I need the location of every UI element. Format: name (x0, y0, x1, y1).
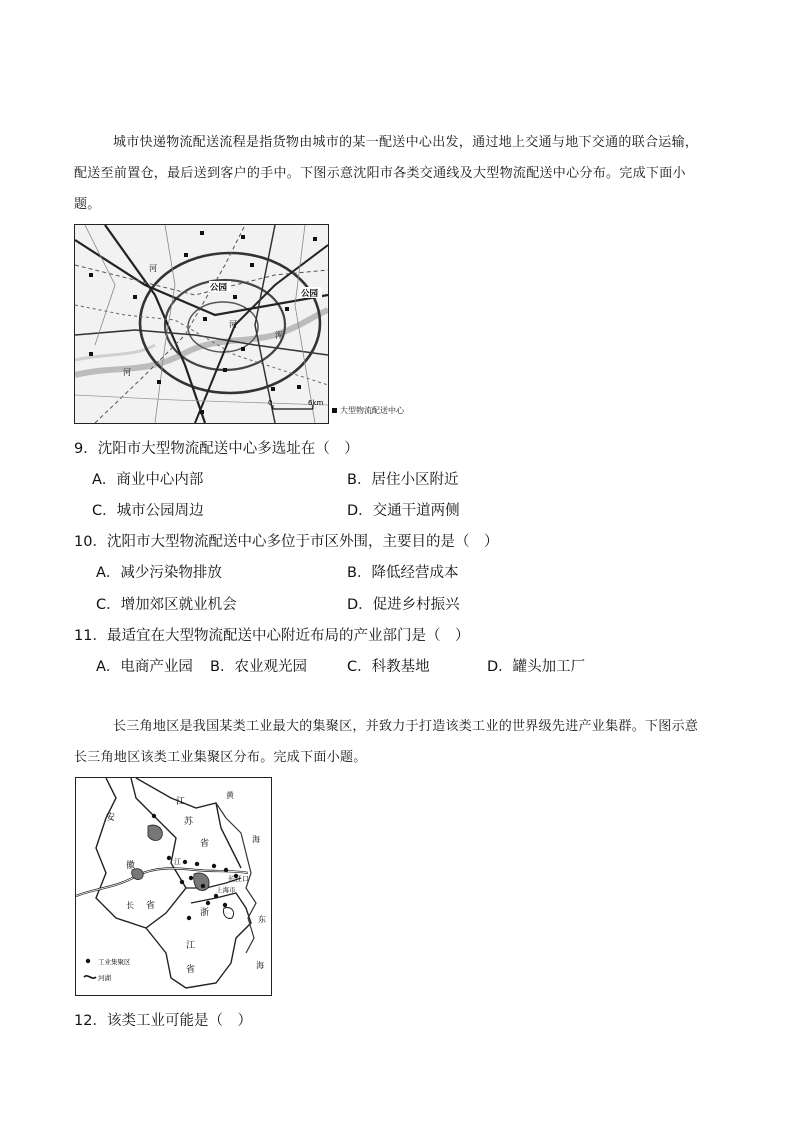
intro-paragraph-line-2: 配送至前置仓，最后送到客户的手中。下图示意沈阳市各类交通线及大型物流配送中心分布。完成下面小 (74, 166, 686, 181)
map-label-river-3: 河 (149, 264, 157, 273)
intro2-paragraph-line-2: 长三角地区该类工业集聚区分布。完成下面小题。 (74, 750, 367, 765)
map2-label-jiang-river: 江 (174, 858, 181, 866)
map2-label-hui: 徽 (126, 861, 136, 871)
question-9-stem: 9．沈阳市大型物流配送中心多选址在（ ） (74, 441, 359, 457)
question-11-option-d[interactable]: D．罐头加工厂 (487, 659, 586, 675)
map2-legend-cluster: 工业集聚区 (98, 958, 131, 966)
map2-label-sheng-3: 省 (186, 965, 196, 975)
map2-label-sheng-1: 省 (200, 839, 210, 849)
shenyang-transport-map (74, 224, 329, 424)
map2-legend-river-lake: 河湖 (98, 974, 111, 982)
map2-label-an: 安 (106, 813, 116, 823)
yangtze-delta-industry-map (75, 777, 272, 996)
question-9-option-a[interactable]: A．商业中心内部 (92, 472, 204, 488)
map2-label-dong: 东 (258, 915, 266, 924)
shenyang-map-graphic (75, 225, 328, 423)
map2-label-hai-2: 海 (256, 961, 264, 970)
question-10-stem: 10．沈阳市大型物流配送中心多位于市区外围，主要目的是（ ） (74, 534, 499, 550)
industry-cluster-dots (152, 814, 238, 920)
intro-paragraph-line-1: 城市快递物流配送流程是指货物由城市的某一配送中心出发，通过地上交通与地下交通的联合运输， (113, 135, 699, 150)
question-9-option-b[interactable]: B．居住小区附近 (347, 472, 459, 488)
question-9-option-d[interactable]: D．交通干道两侧 (347, 503, 460, 519)
map-legend-distribution-center (332, 405, 404, 416)
intro2-paragraph-line-1: 长三角地区是我国某类工业最大的集聚区，并致力于打造该类工业的世界级先进产业集群。下图示意 (113, 719, 699, 734)
map2-label-shanghai: 上海市 (216, 886, 236, 894)
yangtze-map-graphic (76, 778, 271, 995)
legend-label: 大型物流配送中心 (340, 406, 404, 415)
map2-label-jiang-2: 江 (186, 941, 196, 951)
square-marker-icon (332, 408, 337, 413)
map-label-park-1: 公园 (210, 283, 228, 293)
question-10-option-c[interactable]: C．增加郊区就业机会 (96, 597, 237, 613)
question-11-option-a[interactable]: A．电商产业园 (96, 659, 193, 675)
question-11-option-c[interactable]: C．科教基地 (347, 659, 430, 675)
question-11-stem: 11．最适宜在大型物流配送中心附近布局的产业部门是（ ） (74, 628, 470, 644)
map2-label-huang: 黄 (226, 791, 234, 800)
map2-label-hai-1: 海 (252, 835, 260, 844)
question-10-option-a[interactable]: A．减少污染物排放 (96, 565, 222, 581)
question-10-option-b[interactable]: B．降低经营成本 (347, 565, 459, 581)
question-9-option-c[interactable]: C．城市公园周边 (92, 503, 204, 519)
map2-label-zhe: 浙 (200, 908, 210, 918)
question-11-option-b[interactable]: B．农业观光园 (210, 659, 307, 675)
question-12-stem: 12．该类工业可能是（ ） (74, 1013, 252, 1029)
map-label-park-2: 公园 (301, 289, 319, 299)
map-label-river-2: 河 (123, 368, 131, 377)
map2-label-chang: 长 (126, 901, 134, 910)
scale-zero: 0 (268, 399, 273, 407)
intro-paragraph-line-3: 题。 (74, 197, 101, 212)
map2-label-sheng-2: 省 (146, 901, 156, 911)
scale-6km: 6km (308, 399, 324, 407)
map-label-river-1: 河 (229, 320, 237, 329)
map2-label-su: 苏 (184, 817, 194, 827)
map2-label-jiang-1: 江 (176, 797, 186, 807)
question-10-option-d[interactable]: D．促进乡村振兴 (347, 597, 460, 613)
map-label-hun: 浑 (275, 331, 283, 340)
map2-label-changjiangkou: 长江口 (228, 875, 249, 883)
